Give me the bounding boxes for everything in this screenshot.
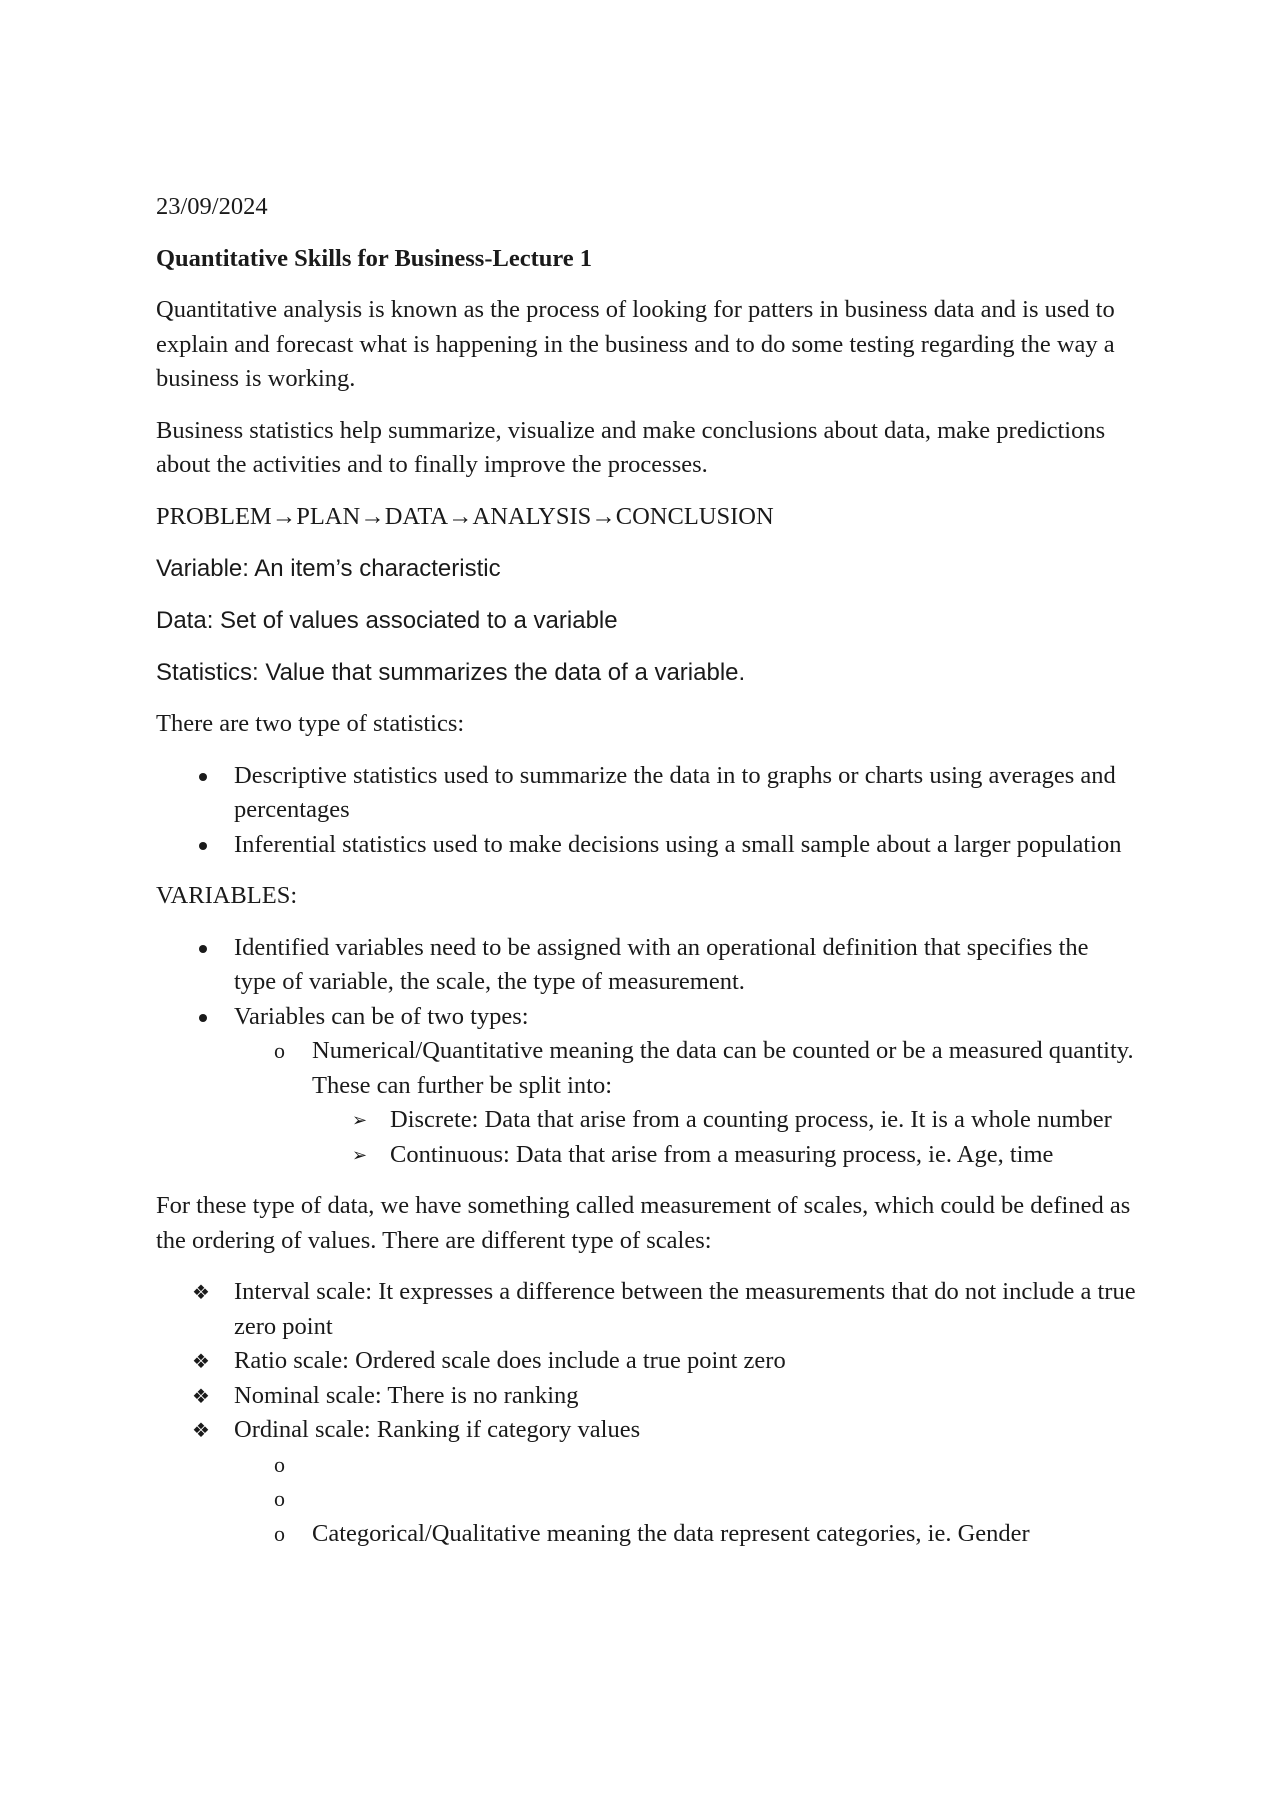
scales-intro: For these type of data, we have something called measurement of scales, which could be defined as the ordering of values. There are different type of scales: xyxy=(156,1192,1131,1254)
bullet-icon xyxy=(199,1014,207,1022)
bullet-icon xyxy=(199,773,207,781)
list-item xyxy=(156,759,1136,828)
numerical-sublist xyxy=(312,1103,1136,1172)
bullet-icon xyxy=(199,945,207,953)
ordinal-sublist xyxy=(234,1448,1136,1552)
circle-bullet-icon: o xyxy=(274,1486,285,1511)
circle-bullet-icon: o xyxy=(274,1038,285,1063)
list-item xyxy=(156,1034,1136,1172)
list-item-text: Interval scale: It expresses a difference between the measurements that do not include a true zero point xyxy=(234,1278,1136,1340)
list-item-text: Ordinal scale: Ranking if category values xyxy=(234,1416,641,1443)
list-item xyxy=(156,1138,1136,1173)
list-item xyxy=(156,1448,1136,1483)
definition-data: Data: Set of values associated to a variable xyxy=(156,607,618,634)
intro-paragraph: Quantitative analysis is known as the process of looking for patters in business data and is used to explain and forecast what is happening in the business and to do some testing regarding the way a business is working. xyxy=(156,296,1115,392)
diamond-bullet-icon: ❖ xyxy=(192,1280,210,1304)
statistics-types-list xyxy=(156,759,1136,863)
circle-bullet-icon: o xyxy=(274,1451,285,1477)
bullet-icon xyxy=(199,842,207,850)
list-item-text: Nominal scale: There is no ranking xyxy=(234,1381,579,1409)
arrow-bullet-icon: ➢ xyxy=(352,1144,368,1165)
scales-list xyxy=(156,1275,1136,1551)
diamond-bullet-icon: ❖ xyxy=(192,1349,210,1373)
diamond-bullet-icon: ❖ xyxy=(192,1418,210,1442)
list-item xyxy=(156,1103,1136,1138)
definition-variable: Variable: An item’s characteristic xyxy=(156,555,501,582)
business-statistics-paragraph: Business statistics help summarize, visualize and make conclusions about data, make predictions about the activities and to finally improve the processes. xyxy=(156,416,1106,478)
list-item xyxy=(156,1275,1136,1344)
list-item-text: Numerical/Quantitative meaning the data can be counted or be a measured quantity. These can further be split into: xyxy=(312,1037,1134,1099)
list-item-text: Inferential statistics used to make decisions using a small sample about a larger population xyxy=(234,830,1122,858)
list-item xyxy=(156,828,1136,863)
list-item xyxy=(156,1413,1136,1551)
variables-list xyxy=(156,931,1136,1173)
list-item xyxy=(156,1344,1136,1379)
list-item-text: Ratio scale: Ordered scale does include a true point zero xyxy=(234,1347,786,1374)
arrow-bullet-icon: ➢ xyxy=(352,1110,368,1130)
statistics-types-intro: There are two type of statistics: xyxy=(156,710,465,737)
list-item xyxy=(156,1517,1136,1552)
document-page xyxy=(156,190,1136,1568)
variable-types-sublist xyxy=(234,1034,1136,1172)
list-item xyxy=(156,1379,1136,1414)
diamond-bullet-icon: ❖ xyxy=(192,1383,210,1408)
list-item-text: Descriptive statistics used to summarize the data in to graphs or charts using averages and percentages xyxy=(234,761,1116,823)
list-item xyxy=(156,1482,1136,1517)
document-title: Quantitative Skills for Business-Lecture 1 xyxy=(156,244,593,272)
list-item-text: Categorical/Qualitative meaning the data represent categories, ie. Gender xyxy=(312,1519,1030,1547)
list-item xyxy=(156,1000,1136,1173)
list-item-text: Identified variables need to be assigned with an operational definition that specifies the type of variable, the scale, the type of measurement. xyxy=(234,933,1089,995)
list-item-text: Variables can be of two types: xyxy=(234,1002,529,1030)
list-item-text: Continuous: Data that arise from a measuring process, ie. Age, time xyxy=(390,1140,1054,1168)
process-flow: PROBLEM→PLAN→DATA→ANALYSIS→CONCLUSION xyxy=(156,502,774,530)
document-date: 23/09/2024 xyxy=(156,193,268,220)
circle-bullet-icon: o xyxy=(274,1520,285,1546)
list-item-text: Discrete: Data that arise from a counting process, ie. It is a whole number xyxy=(390,1106,1112,1133)
definition-statistics: Statistics: Value that summarizes the data of a variable. xyxy=(156,659,746,686)
list-item xyxy=(156,931,1136,1000)
variables-heading: VARIABLES: xyxy=(156,882,298,909)
